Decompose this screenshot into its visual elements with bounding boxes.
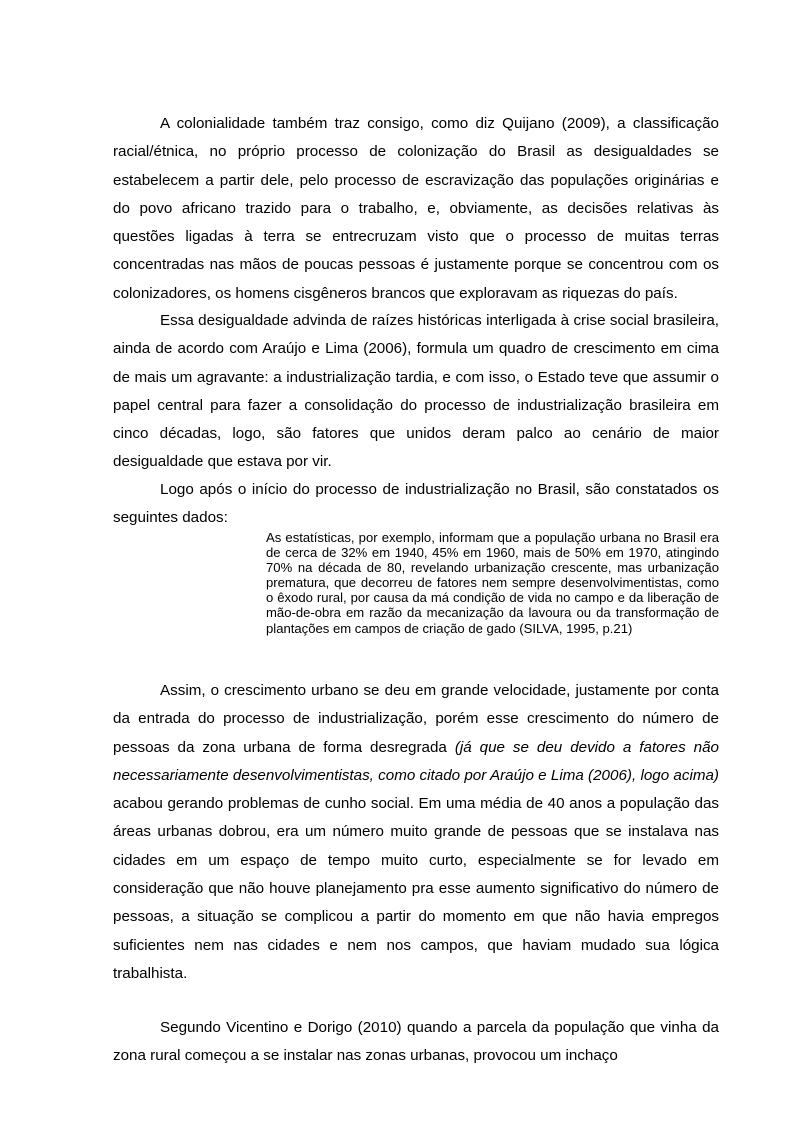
paragraph-text: A colonialidade também traz consigo, como diz Quijano (2009), a classificação racial/étnica, no próprio processo de colonização do Brasil as desigualdades se estabelecem a partir dele, pelo processo de escravização das populações originárias e do povo africano trazido para o trabalho, e, obviamente, as decisões relativas às questões ligadas à terra se entrecruzam visto que o processo de muitas terras concentradas nas mãos de poucas pessoas é justamente porque se concentrou com os colonizadores, os homens cisgêneros brancos que exploravam as riquezas do país. — [113, 115, 719, 302]
paragraph-text: Essa desigualdade advinda de raízes históricas interligada à crise social brasileira, ainda de acordo com Araújo e Lima (2006), formula um quadro de crescimento em cima de mais um agravante: a industrialização tardia, e com isso, o Estado teve que assumir o papel central para fazer a consolidação do processo de industrialização brasileira em cinco décadas, logo, são fatores que unidos deram palco ao cenário de maior desigualdade que estava por vir. — [113, 312, 719, 471]
paragraph-urban-growth — [113, 677, 719, 988]
paragraph-text: Segundo Vicentino e Dorigo (2010) quando a parcela da população que vinha da zona rural começou a se instalar nas zonas urbanas, provocou um inchaço — [113, 1019, 719, 1065]
paragraph-text: Logo após o início do processo de industrialização no Brasil, são constatados os seguintes dados: — [113, 481, 719, 527]
paragraph-italic-aside: (já que se deu devido a fatores não necessariamente desenvolvimentistas, como citado por Araújo e Lima (2006), logo acima) — [113, 738, 719, 784]
paragraph-coloniality — [113, 110, 719, 308]
block-quote-silva: As estatísticas, por exemplo, informam que a população urbana no Brasil era de cerca de 32% em 1940, 45% em 1960, mais de 50% em 1970, atingindo 70% na década de 80, revelando urbanização crescente, mas urbanização prematura, que decorreu de fatores nem sempre desenvolvimentistas, como o êxodo rural, por causa da má condição de vida no campo e da liberação de mão-de-obra em razão da mecanização da lavoura ou da transformação de plantações em campos de criação de gado (SILVA, 1995, p.21) — [266, 530, 719, 636]
paragraph-industrialization-intro — [113, 476, 719, 533]
paragraph-text-start: Assim, o crescimento urbano se deu em grande velocidade, justamente por conta da entrada do processo de industrialização, porém esse crescimento do número de pessoas da zona urbana de forma desregrada — [113, 682, 719, 756]
paragraph-inequality — [113, 307, 719, 477]
paragraph-text-end: acabou gerando problemas de cunho social. Em uma média de 40 anos a população das áreas urbanas dobrou, era um número muito grande de pessoas que se instalava nas cidades em um espaço de tempo muito curto, especialmente se for levado em consideração que não houve planejamento pra esse aumento significativo do número de pessoas, a situação se complicou a partir do momento em que não havia empregos suficientes nem nas cidades e nem nos campos, que haviam mudado sua lógica trabalhista. — [113, 795, 719, 982]
paragraph-vicentino-dorigo — [113, 1014, 719, 1071]
